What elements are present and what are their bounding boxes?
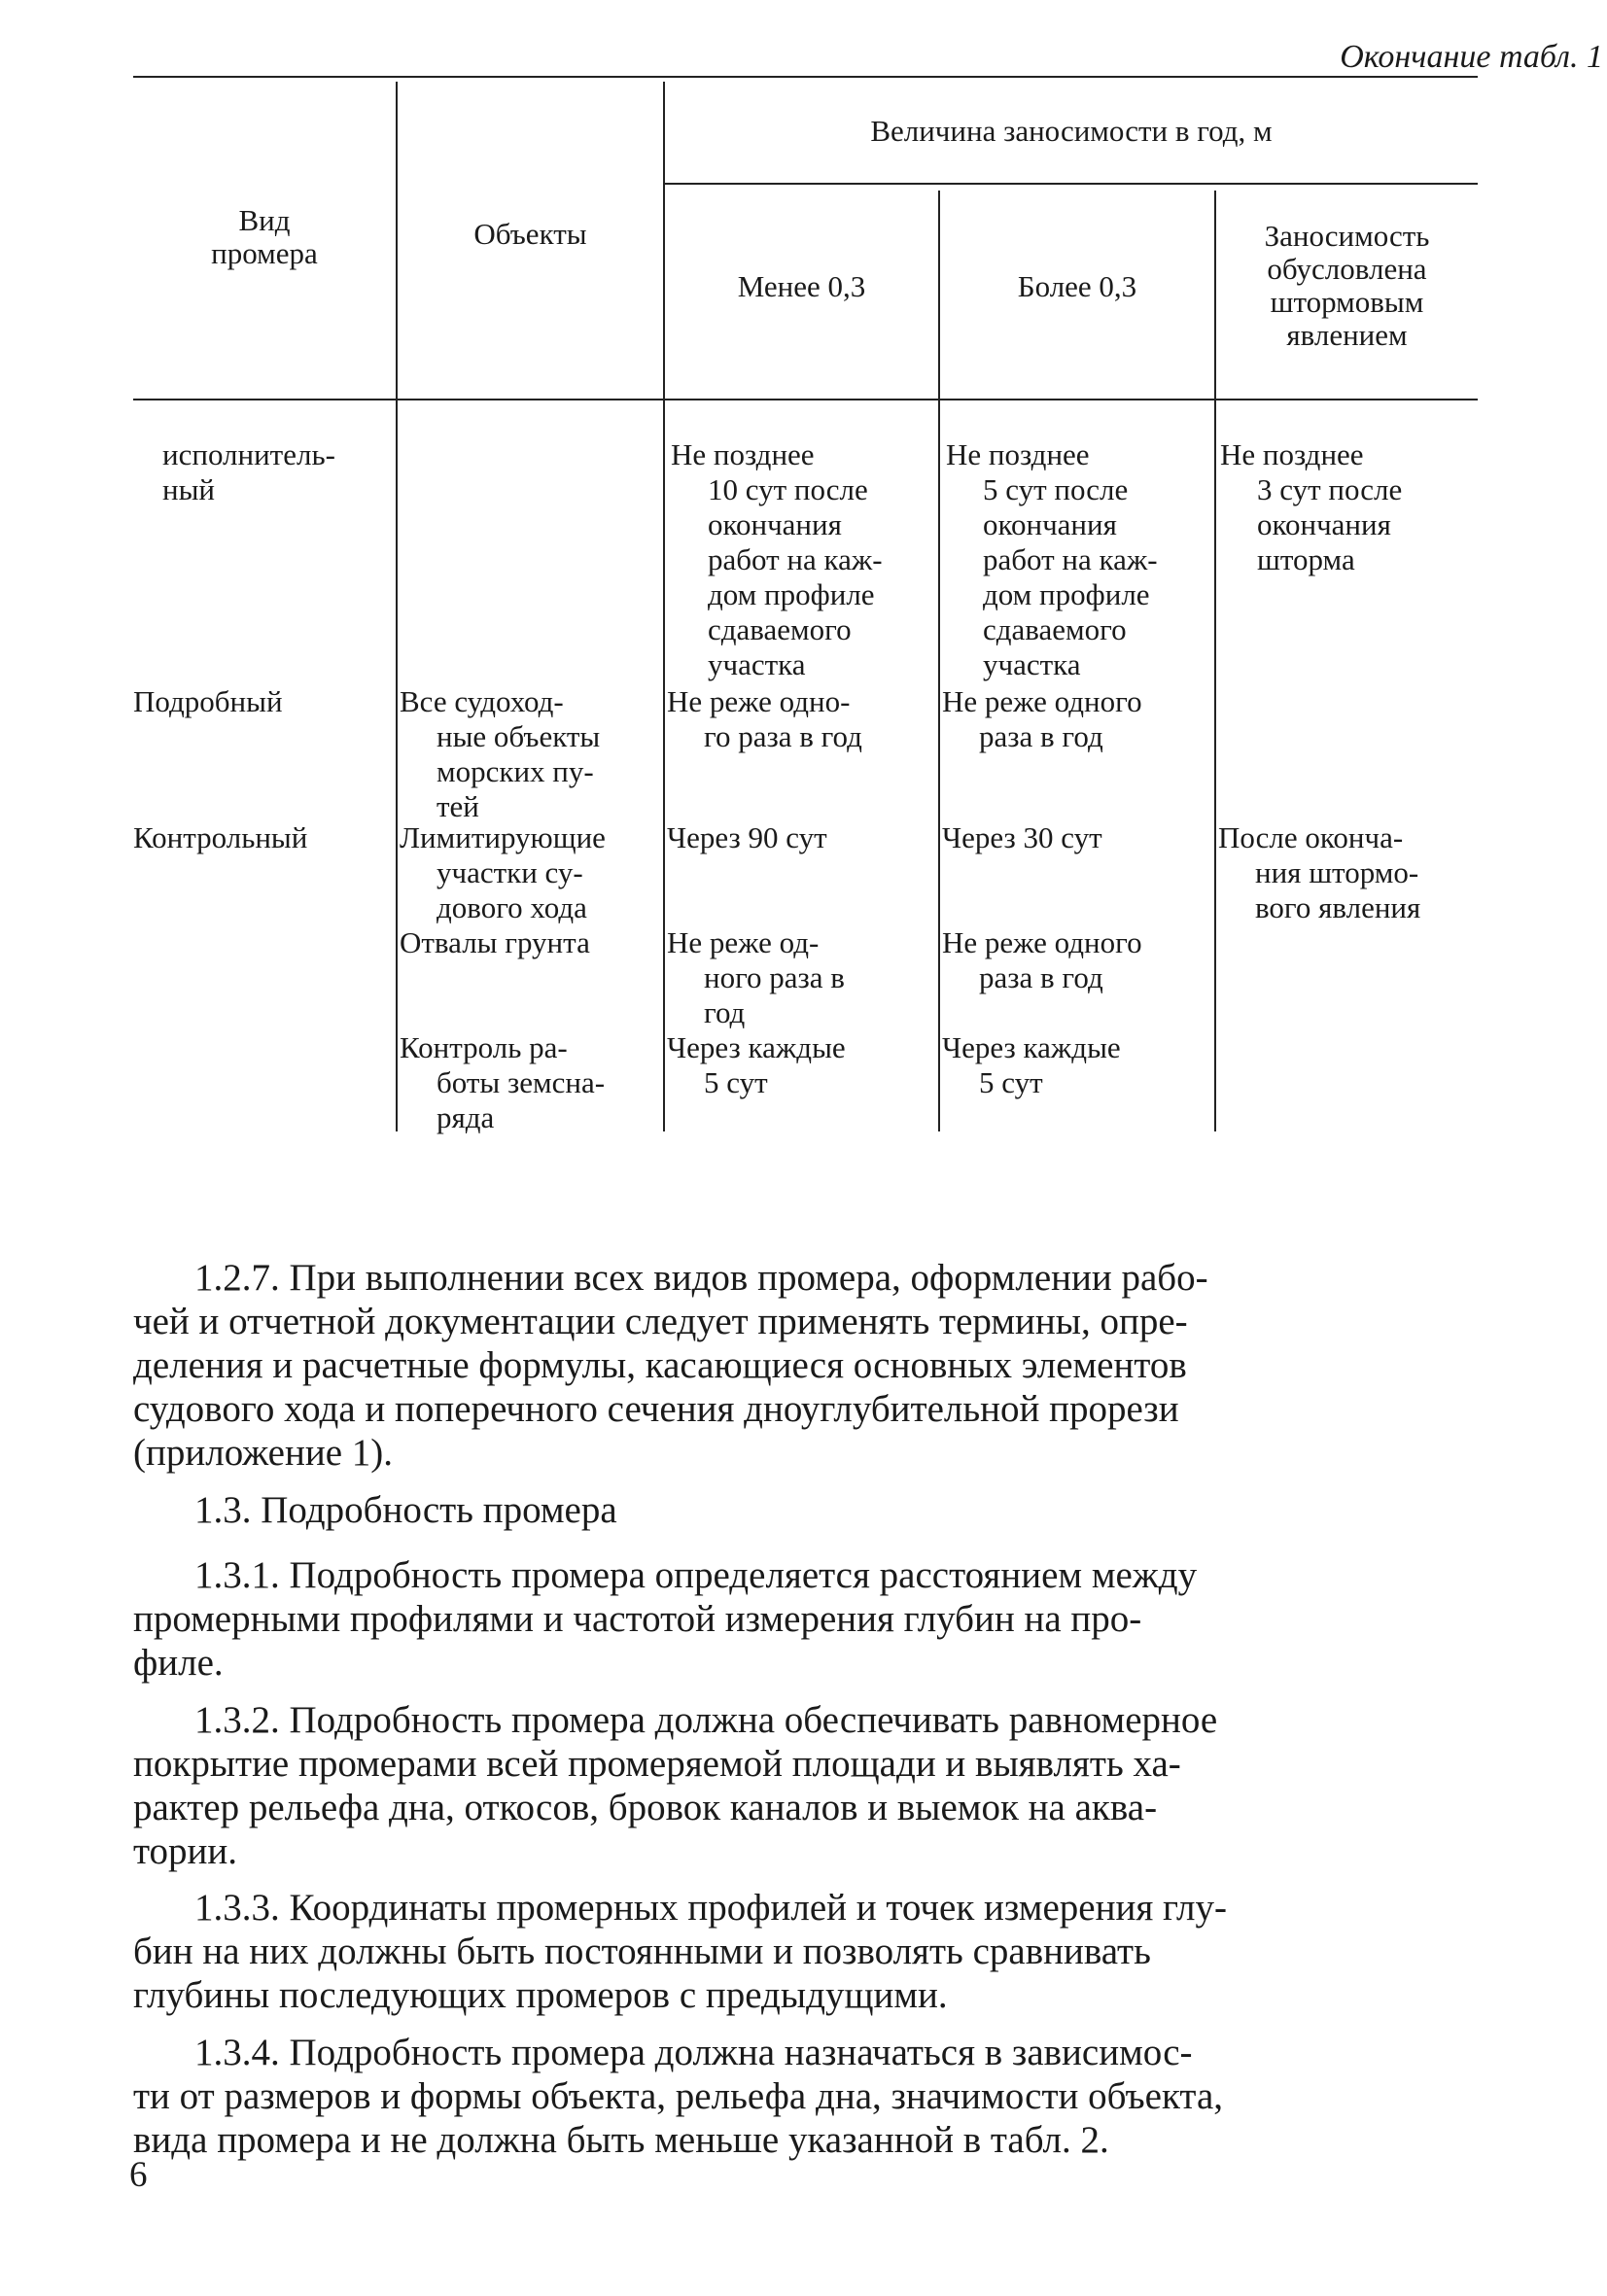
- paragraph-line: ти от размеров и формы объекта, рельефа дна, значимости объекта,: [133, 2075, 1224, 2117]
- cell-line: ный: [162, 472, 216, 506]
- cell-line: Через 90 сут: [667, 820, 827, 854]
- cell-line: окончания: [983, 507, 1117, 541]
- header-more-line: Более 0,3: [1017, 269, 1137, 303]
- paragraph-1-2-7: [133, 1256, 1478, 1475]
- row-type-cell: [133, 684, 396, 719]
- header-storm-line: Заносимость: [1264, 219, 1430, 253]
- paragraph-1-3-4: [133, 2031, 1478, 2162]
- cell-line: тей: [437, 789, 479, 823]
- cell-line: Контрольный: [133, 820, 308, 854]
- cell-line: шторма: [1257, 542, 1355, 576]
- cell-line: Не реже одного: [942, 925, 1142, 959]
- cell-line: Не реже одного: [942, 684, 1142, 718]
- row-less-cell: [667, 820, 935, 855]
- row-objects-cell: [400, 820, 660, 925]
- table-col-rule-2: [663, 82, 665, 1131]
- row-less-cell: [667, 1030, 935, 1100]
- cell-line: Подробный: [133, 684, 283, 718]
- cell-line: Не реже од-: [667, 925, 820, 959]
- paragraph-line: чей и отчетной документации следует применять термины, опре-: [133, 1301, 1188, 1342]
- paragraph-line: деления и расчетные формулы, касающиеся основных элементов: [133, 1344, 1187, 1386]
- row-more-cell: [942, 925, 1212, 995]
- row-storm-cell: [1218, 820, 1477, 925]
- table-header-rule: [133, 399, 1478, 400]
- paragraph-line: филе.: [133, 1642, 224, 1684]
- row-less-cell: [667, 925, 935, 1030]
- paragraph-1-3-2: [133, 1698, 1478, 1873]
- row-less-cell: [671, 437, 933, 682]
- row-less-cell: [667, 684, 935, 754]
- cell-line: Через каждые: [667, 1030, 846, 1064]
- cell-line: 3 сут после: [1257, 472, 1403, 506]
- row-type-cell: [162, 437, 396, 507]
- header-more: [940, 270, 1214, 303]
- row-objects-cell: [400, 1030, 660, 1135]
- cell-line: ряда: [437, 1100, 495, 1134]
- cell-line: Контроль ра-: [400, 1030, 568, 1064]
- header-group-line: Величина заносимости в год, м: [870, 114, 1273, 148]
- row-more-cell: [946, 437, 1208, 682]
- cell-line: окончания: [708, 507, 842, 541]
- cell-line: Отвалы грунта: [400, 925, 590, 959]
- paragraph-line: тории.: [133, 1830, 238, 1872]
- cell-line: Все судоход-: [400, 684, 564, 718]
- cell-line: ного раза в: [704, 960, 845, 994]
- cell-line: ния штормо-: [1255, 855, 1419, 889]
- cell-line: 5 сут: [979, 1065, 1043, 1099]
- header-storm-line: штормовым: [1270, 285, 1424, 319]
- paragraph-line: промерными профилями и частотой измерения глубин на про-: [133, 1598, 1142, 1640]
- header-storm-line: явлением: [1286, 318, 1408, 352]
- section-heading-1-3: [133, 1488, 1478, 1532]
- paragraph-line: 1.3.2. Подробность промера должна обеспечивать равномерное: [194, 1699, 1218, 1741]
- row-more-cell: [942, 1030, 1212, 1100]
- paragraph-line: 1.3.3. Координаты промерных профилей и точек измерения глу-: [194, 1887, 1227, 1929]
- cell-line: дом профиле: [708, 577, 875, 611]
- paragraph-line: покрытие промерами всей промеряемой площади и выявлять ха-: [133, 1743, 1181, 1785]
- header-storm-line: обусловлена: [1267, 252, 1427, 286]
- running-head: [133, 35, 1607, 80]
- cell-line: работ на каж-: [708, 542, 883, 576]
- row-objects-cell: [400, 925, 660, 960]
- row-more-cell: [942, 684, 1212, 754]
- header-objects: [398, 218, 663, 251]
- paragraph-line: глубины последующих промеров с предыдущими.: [133, 1974, 948, 2016]
- cell-line: год: [704, 995, 746, 1029]
- paragraph-line: 1.3. Подробность промера: [194, 1489, 617, 1531]
- cell-line: 5 сут после: [983, 472, 1129, 506]
- cell-line: Не позднее: [946, 437, 1090, 471]
- cell-line: сдаваемого: [983, 612, 1127, 646]
- cell-line: участка: [708, 647, 806, 681]
- table-group-rule: [663, 183, 1478, 185]
- row-more-cell: [942, 820, 1212, 855]
- cell-line: Не позднее: [1220, 437, 1364, 471]
- cell-line: дового хода: [437, 890, 587, 924]
- paragraph-1-3-1: [133, 1553, 1478, 1685]
- cell-line: Через 30 сут: [942, 820, 1102, 854]
- paragraph-line: судового хода и поперечного сечения дноуглубительной прорези: [133, 1388, 1179, 1430]
- header-group: [665, 115, 1478, 148]
- paragraph-line: (приложение 1).: [133, 1432, 394, 1474]
- row-type-cell: [133, 820, 396, 855]
- paragraph-line: 1.3.1. Подробность промера определяется расстоянием между: [194, 1554, 1198, 1596]
- cell-line: го раза в год: [704, 719, 862, 753]
- paragraph-line: вида промера и не должна быть меньше указанной в табл. 2.: [133, 2119, 1109, 2161]
- header-storm: [1216, 220, 1478, 352]
- row-storm-cell: [1220, 437, 1475, 577]
- cell-line: работ на каж-: [983, 542, 1158, 576]
- cell-line: Лимитирующие: [400, 820, 606, 854]
- table-col-rule-3: [938, 191, 940, 1131]
- cell-line: 10 сут после: [708, 472, 868, 506]
- cell-line: Не реже одно-: [667, 684, 851, 718]
- cell-line: участка: [983, 647, 1081, 681]
- table-top-rule: [133, 76, 1478, 78]
- cell-line: Через каждые: [942, 1030, 1121, 1064]
- header-less: [665, 270, 938, 303]
- cell-line: дом профиле: [983, 577, 1150, 611]
- cell-line: ные объекты: [437, 719, 601, 753]
- paragraph-1-3-3: [133, 1886, 1478, 2017]
- paragraph-line: 1.2.7. При выполнении всех видов промера, оформлении рабо-: [194, 1257, 1208, 1299]
- cell-line: раза в год: [979, 719, 1103, 753]
- cell-line: сдаваемого: [708, 612, 852, 646]
- page-number: 6: [129, 2155, 148, 2195]
- header-type-line: Вид: [238, 203, 291, 237]
- cell-line: участки су-: [437, 855, 583, 889]
- schedule-table: [133, 76, 1478, 1135]
- cell-line: 5 сут: [704, 1065, 768, 1099]
- paragraph-line: бин на них должны быть постоянными и позволять сравнивать: [133, 1931, 1151, 1972]
- header-less-line: Менее 0,3: [737, 269, 866, 303]
- cell-line: раза в год: [979, 960, 1103, 994]
- running-head-text: Окончание табл. 1: [1340, 39, 1603, 75]
- cell-line: окончания: [1257, 507, 1391, 541]
- cell-line: исполнитель-: [162, 437, 335, 471]
- paragraph-line: рактер рельефа дна, откосов, бровок каналов и выемок на аква-: [133, 1787, 1158, 1828]
- cell-line: морских пу-: [437, 754, 594, 788]
- row-objects-cell: [400, 684, 660, 824]
- header-type-line: промера: [211, 236, 318, 270]
- cell-line: вого явления: [1255, 890, 1421, 924]
- paragraph-line: 1.3.4. Подробность промера должна назначаться в зависимос-: [194, 2032, 1193, 2073]
- cell-line: После оконча-: [1218, 820, 1404, 854]
- cell-line: боты земсна-: [437, 1065, 606, 1099]
- header-type: [133, 204, 396, 270]
- cell-line: Не позднее: [671, 437, 815, 471]
- header-objects-line: Объекты: [473, 217, 587, 251]
